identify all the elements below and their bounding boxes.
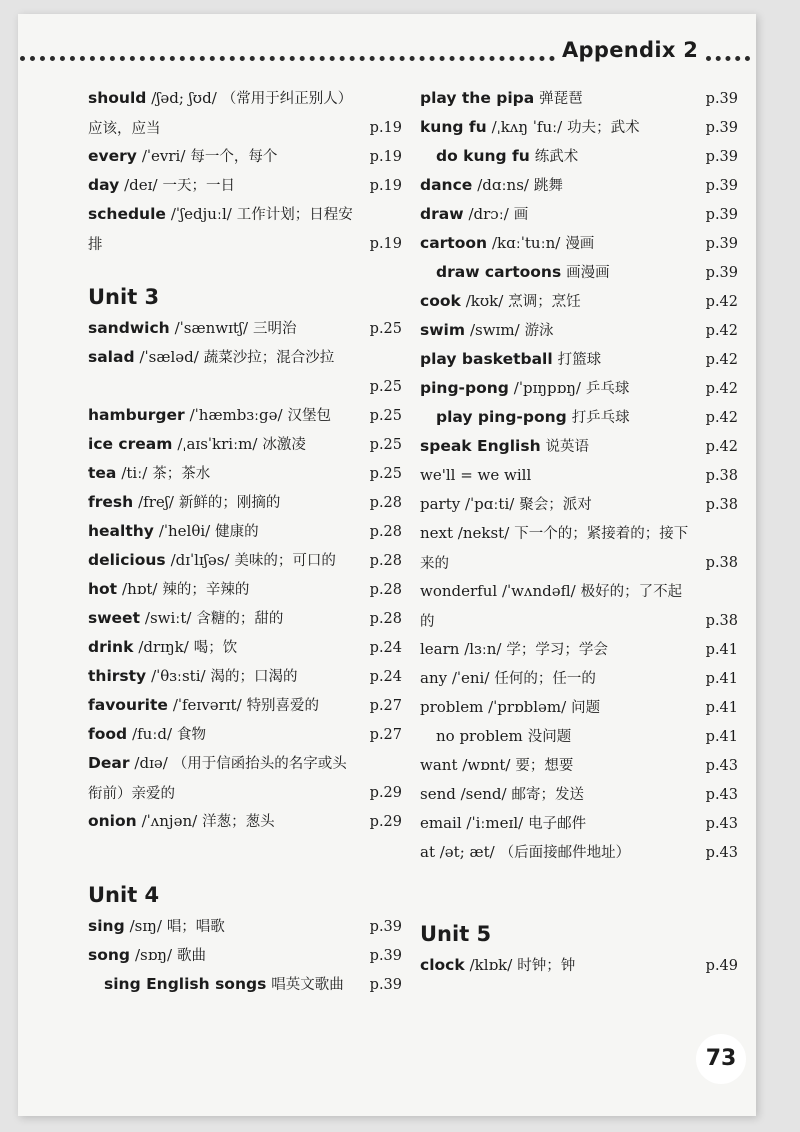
page-reference: p.39	[705, 120, 738, 136]
phonetic: next /nekst/	[420, 524, 510, 542]
page-reference: p.39	[369, 948, 402, 964]
page-reference: p.39	[369, 977, 402, 993]
headword: drink	[88, 638, 134, 656]
page-reference: p.41	[705, 700, 738, 716]
chinese-gloss: 新鲜的；刚摘的	[178, 495, 281, 511]
page-reference: p.43	[705, 787, 738, 803]
chinese-gloss: 特别喜爱的	[246, 698, 320, 714]
phonetic: /ʃəd; ʃʊd/	[151, 89, 217, 107]
phonetic: /ˈfeɪvərɪt/	[172, 696, 242, 714]
entry-text	[436, 145, 706, 168]
entry-text	[420, 754, 690, 777]
entry-text	[88, 145, 358, 168]
entry-text	[420, 841, 690, 864]
chinese-gloss: （后面接邮件地址）	[499, 845, 631, 861]
page-reference: p.28	[369, 553, 402, 569]
page-reference: p.42	[705, 381, 738, 397]
glossary-entry	[88, 941, 408, 970]
entry-text	[420, 348, 690, 371]
chinese-gloss: 邮寄；发送	[511, 787, 584, 803]
right-glossary-column	[420, 84, 750, 980]
entry-text	[420, 493, 690, 516]
headword: favourite	[88, 696, 168, 714]
chinese-gloss: 食物	[177, 727, 206, 743]
phonetic: want /wɒnt/	[420, 756, 511, 774]
chinese-gloss: 说英语	[545, 439, 590, 455]
entry-text	[88, 84, 358, 144]
phonetic: /ˈʃedjuːl/	[170, 205, 232, 223]
glossary-entry	[420, 519, 750, 577]
page-reference: p.19	[369, 149, 402, 165]
glossary-entry	[88, 691, 408, 720]
glossary-entry	[88, 633, 408, 662]
unit-heading: Unit 5	[420, 922, 492, 946]
left-glossary-column	[88, 84, 408, 999]
page-reference: p.28	[369, 611, 402, 627]
phonetic: /dɪə/	[134, 754, 168, 772]
chinese-gloss: 没问题	[527, 729, 572, 745]
chinese-gloss: 练武术	[534, 149, 579, 165]
entry-text	[420, 116, 690, 139]
glossary-entry	[420, 84, 750, 113]
chinese-gloss: 美味的；可口的	[234, 553, 336, 569]
entry-text	[436, 406, 706, 429]
headword: draw	[420, 205, 464, 223]
phonetic: /deɪ/	[124, 176, 158, 194]
phonetic: /ˈsæləd/	[139, 348, 199, 366]
glossary-entry	[420, 809, 750, 838]
entry-text	[88, 915, 358, 938]
entry-text	[420, 203, 690, 226]
page-reference: p.29	[369, 814, 402, 830]
glossary-entry	[88, 575, 408, 604]
glossary-entry	[88, 807, 408, 836]
page-reference: p.25	[369, 379, 402, 395]
phonetic: we'll = we will	[420, 466, 532, 484]
phonetic: email /ˈiːmeɪl/	[420, 814, 524, 832]
phonetic: /sɪŋ/	[129, 917, 162, 935]
chinese-gloss: 一天；一日	[162, 178, 235, 194]
headword: day	[88, 176, 120, 194]
glossary-entry	[88, 749, 408, 807]
headword: sing English songs	[104, 975, 267, 993]
page-reference: p.39	[705, 178, 738, 194]
entry-text	[88, 607, 358, 630]
glossary-entry	[88, 604, 408, 633]
entry-text	[88, 723, 358, 746]
phonetic: learn /lɜːn/	[420, 640, 502, 658]
glossary-entry	[420, 171, 750, 200]
entry-text	[88, 174, 358, 197]
page-reference: p.39	[705, 207, 738, 223]
glossary-entry	[420, 461, 750, 490]
dotted-rule-left	[20, 56, 555, 61]
page-reference: p.38	[705, 497, 738, 513]
headword: food	[88, 725, 128, 743]
chinese-gloss: 每一个，每个	[190, 149, 278, 165]
entry-text	[88, 694, 358, 717]
chinese-gloss: 极好的；了不起的	[420, 584, 683, 630]
phonetic: /ˈsænwɪtʃ/	[174, 319, 249, 337]
headword: do kung fu	[436, 147, 530, 165]
phonetic: /ˈʌnjən/	[141, 812, 198, 830]
glossary-entry	[420, 780, 750, 809]
chinese-gloss: 唱英文歌曲	[271, 977, 344, 993]
phonetic: /drɔː/	[468, 205, 509, 223]
page-reference: p.24	[369, 640, 402, 656]
headword: salad	[88, 348, 135, 366]
entry-text	[88, 200, 358, 260]
page-reference: p.28	[369, 524, 402, 540]
entry-text	[88, 433, 358, 456]
entry-text	[420, 812, 690, 835]
chinese-gloss: 冰激凌	[262, 437, 306, 453]
chinese-gloss: 要；想要	[515, 758, 574, 774]
glossary-entry	[88, 912, 408, 941]
chinese-gloss: （用于信函抬头的名字或头衔前）亲爱的	[88, 756, 347, 802]
chinese-gloss: 学；学习；学会	[506, 642, 608, 658]
page-reference: p.43	[705, 845, 738, 861]
page-reference: p.29	[369, 785, 402, 801]
chinese-gloss: 任何的；任一的	[494, 671, 596, 687]
phonetic: /ˈθɜːsti/	[151, 667, 206, 685]
phonetic: /swɪm/	[469, 321, 520, 339]
headword: cartoon	[420, 234, 488, 252]
glossary-entry	[420, 200, 750, 229]
phonetic: /fuːd/	[132, 725, 173, 743]
glossary-entry	[420, 490, 750, 519]
page-reference: p.42	[705, 352, 738, 368]
page-reference: p.25	[369, 466, 402, 482]
glossary-entry	[88, 200, 408, 258]
glossary-entry	[88, 488, 408, 517]
glossary-entry	[88, 720, 408, 749]
page-reference: p.28	[369, 495, 402, 511]
page-number: 73	[696, 1034, 746, 1084]
headword: clock	[420, 956, 465, 974]
chinese-gloss: 烹调；烹饪	[508, 294, 581, 310]
phonetic: /drɪŋk/	[138, 638, 189, 656]
page-reference: p.25	[369, 408, 402, 424]
page-reference: p.38	[705, 468, 738, 484]
glossary-entry	[420, 287, 750, 316]
chinese-gloss: 下一个的；紧接着的；接下来的	[420, 526, 689, 572]
phonetic: /ˈpɪŋpɒŋ/	[513, 379, 581, 397]
entry-text	[420, 174, 690, 197]
glossary-entry	[420, 951, 750, 980]
entry-text	[420, 377, 690, 400]
glossary-entry	[88, 662, 408, 691]
glossary-entry	[420, 142, 750, 171]
chinese-gloss: 三明治	[252, 321, 297, 337]
entry-text	[88, 549, 358, 572]
chinese-gloss: 漫画	[565, 236, 595, 252]
headword: ping-pong	[420, 379, 509, 397]
unit-heading: Unit 3	[88, 285, 160, 309]
page-reference: p.39	[369, 919, 402, 935]
glossary-entry	[88, 314, 408, 343]
page-reference: p.38	[705, 555, 738, 571]
chinese-gloss: 聚会；派对	[519, 497, 592, 513]
chinese-gloss: 画漫画	[566, 265, 610, 281]
page-reference: p.27	[369, 698, 402, 714]
page-reference: p.43	[705, 816, 738, 832]
page-reference: p.42	[705, 410, 738, 426]
headword: sweet	[88, 609, 140, 627]
entry-text	[436, 725, 706, 748]
entry-text	[88, 636, 358, 659]
headword: song	[88, 946, 131, 964]
page-reference: p.39	[705, 265, 738, 281]
phonetic: /tiː/	[121, 464, 148, 482]
headword: Dear	[88, 754, 130, 772]
headword: tea	[88, 464, 117, 482]
headword: hamburger	[88, 406, 185, 424]
phonetic: /ˌkʌŋ ˈfuː/	[491, 118, 563, 136]
phonetic: /freʃ/	[138, 493, 174, 511]
headword: should	[88, 89, 147, 107]
chinese-gloss: 问题	[571, 700, 601, 716]
entry-text	[88, 520, 358, 543]
phonetic: problem /ˈprɒbləm/	[420, 698, 567, 716]
entry-text	[420, 783, 690, 806]
phonetic: /ˈhelθi/	[158, 522, 211, 540]
chinese-gloss: 洋葱；葱头	[202, 814, 275, 830]
entry-text	[88, 343, 358, 373]
entry-text	[420, 519, 690, 579]
chinese-gloss: 健康的	[215, 524, 259, 540]
chinese-gloss: 辣的；辛辣的	[162, 582, 250, 598]
entry-text	[88, 404, 358, 427]
appendix-title: Appendix 2	[562, 38, 699, 62]
page-reference: p.43	[705, 758, 738, 774]
headword: healthy	[88, 522, 154, 540]
glossary-entry	[420, 113, 750, 142]
headword: kung fu	[420, 118, 487, 136]
page-reference: p.42	[705, 439, 738, 455]
entry-text	[420, 87, 690, 110]
entry-text	[420, 464, 690, 486]
glossary-entry	[88, 517, 408, 546]
chinese-gloss: 渴的；口渴的	[210, 669, 298, 685]
page-reference: p.42	[705, 294, 738, 310]
phonetic: /swiːt/	[144, 609, 192, 627]
phonetic: any /ˈeni/	[420, 669, 490, 687]
entry-text	[88, 749, 358, 809]
chinese-gloss: 茶；茶水	[152, 466, 211, 482]
headword: thirsty	[88, 667, 147, 685]
glossary-entry	[420, 374, 750, 403]
phonetic: wonderful /ˈwʌndəfl/	[420, 582, 576, 600]
glossary-entry	[420, 664, 750, 693]
chinese-gloss: 打乒乓球	[571, 410, 630, 426]
entry-text	[104, 973, 374, 996]
headword: every	[88, 147, 137, 165]
chinese-gloss: 乒乓球	[585, 381, 630, 397]
page-reference: p.27	[369, 727, 402, 743]
phonetic: /dɑːns/	[477, 176, 529, 194]
glossary-entry	[88, 401, 408, 430]
page-reference: p.41	[705, 671, 738, 687]
dotted-rule-right	[706, 56, 750, 61]
glossary-entry	[420, 722, 750, 751]
headword: schedule	[88, 205, 166, 223]
entry-text	[420, 290, 690, 313]
chinese-gloss: 电子邮件	[528, 816, 587, 832]
entry-text	[88, 810, 358, 833]
page-reference: p.39	[705, 91, 738, 107]
page-reference: p.25	[369, 437, 402, 453]
glossary-entry	[420, 693, 750, 722]
phonetic: /ˌaɪsˈkriːm/	[177, 435, 258, 453]
entry-text	[420, 435, 690, 458]
headword: cook	[420, 292, 461, 310]
headword: sandwich	[88, 319, 170, 337]
phonetic: /ˈhæmbɜːgə/	[189, 406, 283, 424]
phonetic: /sɒŋ/	[134, 946, 173, 964]
page-reference: p.25	[369, 321, 402, 337]
chinese-gloss: 游泳	[524, 323, 554, 339]
page-reference: p.42	[705, 323, 738, 339]
glossary-entry	[88, 84, 408, 142]
entry-text	[88, 317, 358, 340]
phonetic: at /ət; æt/	[420, 843, 495, 861]
chinese-gloss: （常用于纠正别人）应该，应当	[88, 91, 353, 137]
chinese-gloss: 打篮球	[557, 352, 602, 368]
page-reference: p.41	[705, 642, 738, 658]
page-reference: p.39	[705, 236, 738, 252]
phonetic: no problem	[436, 727, 523, 745]
chinese-gloss: 工作计划；日程安排	[88, 207, 353, 253]
glossary-entry	[420, 432, 750, 461]
entry-text	[420, 667, 690, 690]
entry-text	[420, 638, 690, 661]
textbook-page	[18, 14, 756, 1116]
glossary-entry	[420, 316, 750, 345]
glossary-entry	[420, 258, 750, 287]
page-reference: p.19	[369, 236, 402, 252]
glossary-entry	[420, 635, 750, 664]
chinese-gloss: 歌曲	[176, 948, 206, 964]
glossary-entry	[420, 577, 750, 635]
page-reference: p.19	[369, 120, 402, 136]
chinese-gloss: 含糖的；甜的	[196, 611, 284, 627]
chinese-gloss: 画	[513, 207, 529, 223]
phonetic: /dɪˈlɪʃəs/	[170, 551, 230, 569]
headword: sing	[88, 917, 125, 935]
headword: onion	[88, 812, 137, 830]
entry-text	[436, 261, 706, 284]
unit-heading: Unit 4	[88, 883, 160, 907]
phonetic: /kɑːˈtuːn/	[491, 234, 561, 252]
glossary-entry	[88, 343, 408, 401]
glossary-entry	[420, 345, 750, 374]
glossary-entry	[88, 430, 408, 459]
glossary-entry	[88, 142, 408, 171]
headword: speak English	[420, 437, 541, 455]
headword: ice cream	[88, 435, 173, 453]
entry-text	[88, 462, 358, 485]
phonetic: /klɒk/	[469, 956, 513, 974]
entry-text	[420, 232, 690, 255]
headword: dance	[420, 176, 473, 194]
page-reference: p.24	[369, 669, 402, 685]
entry-text	[88, 665, 358, 688]
glossary-entry	[88, 459, 408, 488]
page-reference: p.28	[369, 582, 402, 598]
phonetic: /hɒt/	[122, 580, 158, 598]
headword: fresh	[88, 493, 134, 511]
chinese-gloss: 功夫；武术	[567, 120, 640, 136]
entry-text	[420, 319, 690, 342]
entry-text	[420, 577, 690, 637]
entry-text	[88, 491, 358, 514]
chinese-gloss: 汉堡包	[287, 408, 332, 424]
entry-text	[88, 578, 358, 601]
headword: play ping-pong	[436, 408, 567, 426]
headword: play basketball	[420, 350, 553, 368]
appendix-header	[18, 36, 756, 76]
headword: swim	[420, 321, 466, 339]
headword: hot	[88, 580, 118, 598]
chinese-gloss: 唱；唱歌	[166, 919, 225, 935]
chinese-gloss: 喝；饮	[193, 640, 238, 656]
glossary-entry	[88, 970, 408, 999]
headword: draw cartoons	[436, 263, 562, 281]
headword: play the pipa	[420, 89, 535, 107]
page-reference: p.19	[369, 178, 402, 194]
headword: delicious	[88, 551, 166, 569]
entry-text	[420, 954, 690, 977]
glossary-entry	[420, 229, 750, 258]
page-reference: p.39	[705, 149, 738, 165]
phonetic: /kʊk/	[465, 292, 504, 310]
glossary-entry	[420, 403, 750, 432]
page-reference: p.41	[705, 729, 738, 745]
glossary-entry	[88, 171, 408, 200]
chinese-gloss: 蔬菜沙拉；混合沙拉	[203, 350, 335, 366]
page-reference: p.49	[705, 958, 738, 974]
chinese-gloss: 弹琵琶	[539, 91, 583, 107]
phonetic: /ˈevri/	[141, 147, 186, 165]
phonetic: send /send/	[420, 785, 507, 803]
page-reference: p.38	[705, 613, 738, 629]
glossary-entry	[420, 751, 750, 780]
glossary-entry	[420, 838, 750, 867]
entry-text	[420, 696, 690, 719]
chinese-gloss: 跳舞	[533, 178, 563, 194]
glossary-entry	[88, 546, 408, 575]
phonetic: party /ˈpɑːti/	[420, 495, 515, 513]
entry-text	[88, 944, 358, 967]
chinese-gloss: 时钟；钟	[517, 958, 576, 974]
